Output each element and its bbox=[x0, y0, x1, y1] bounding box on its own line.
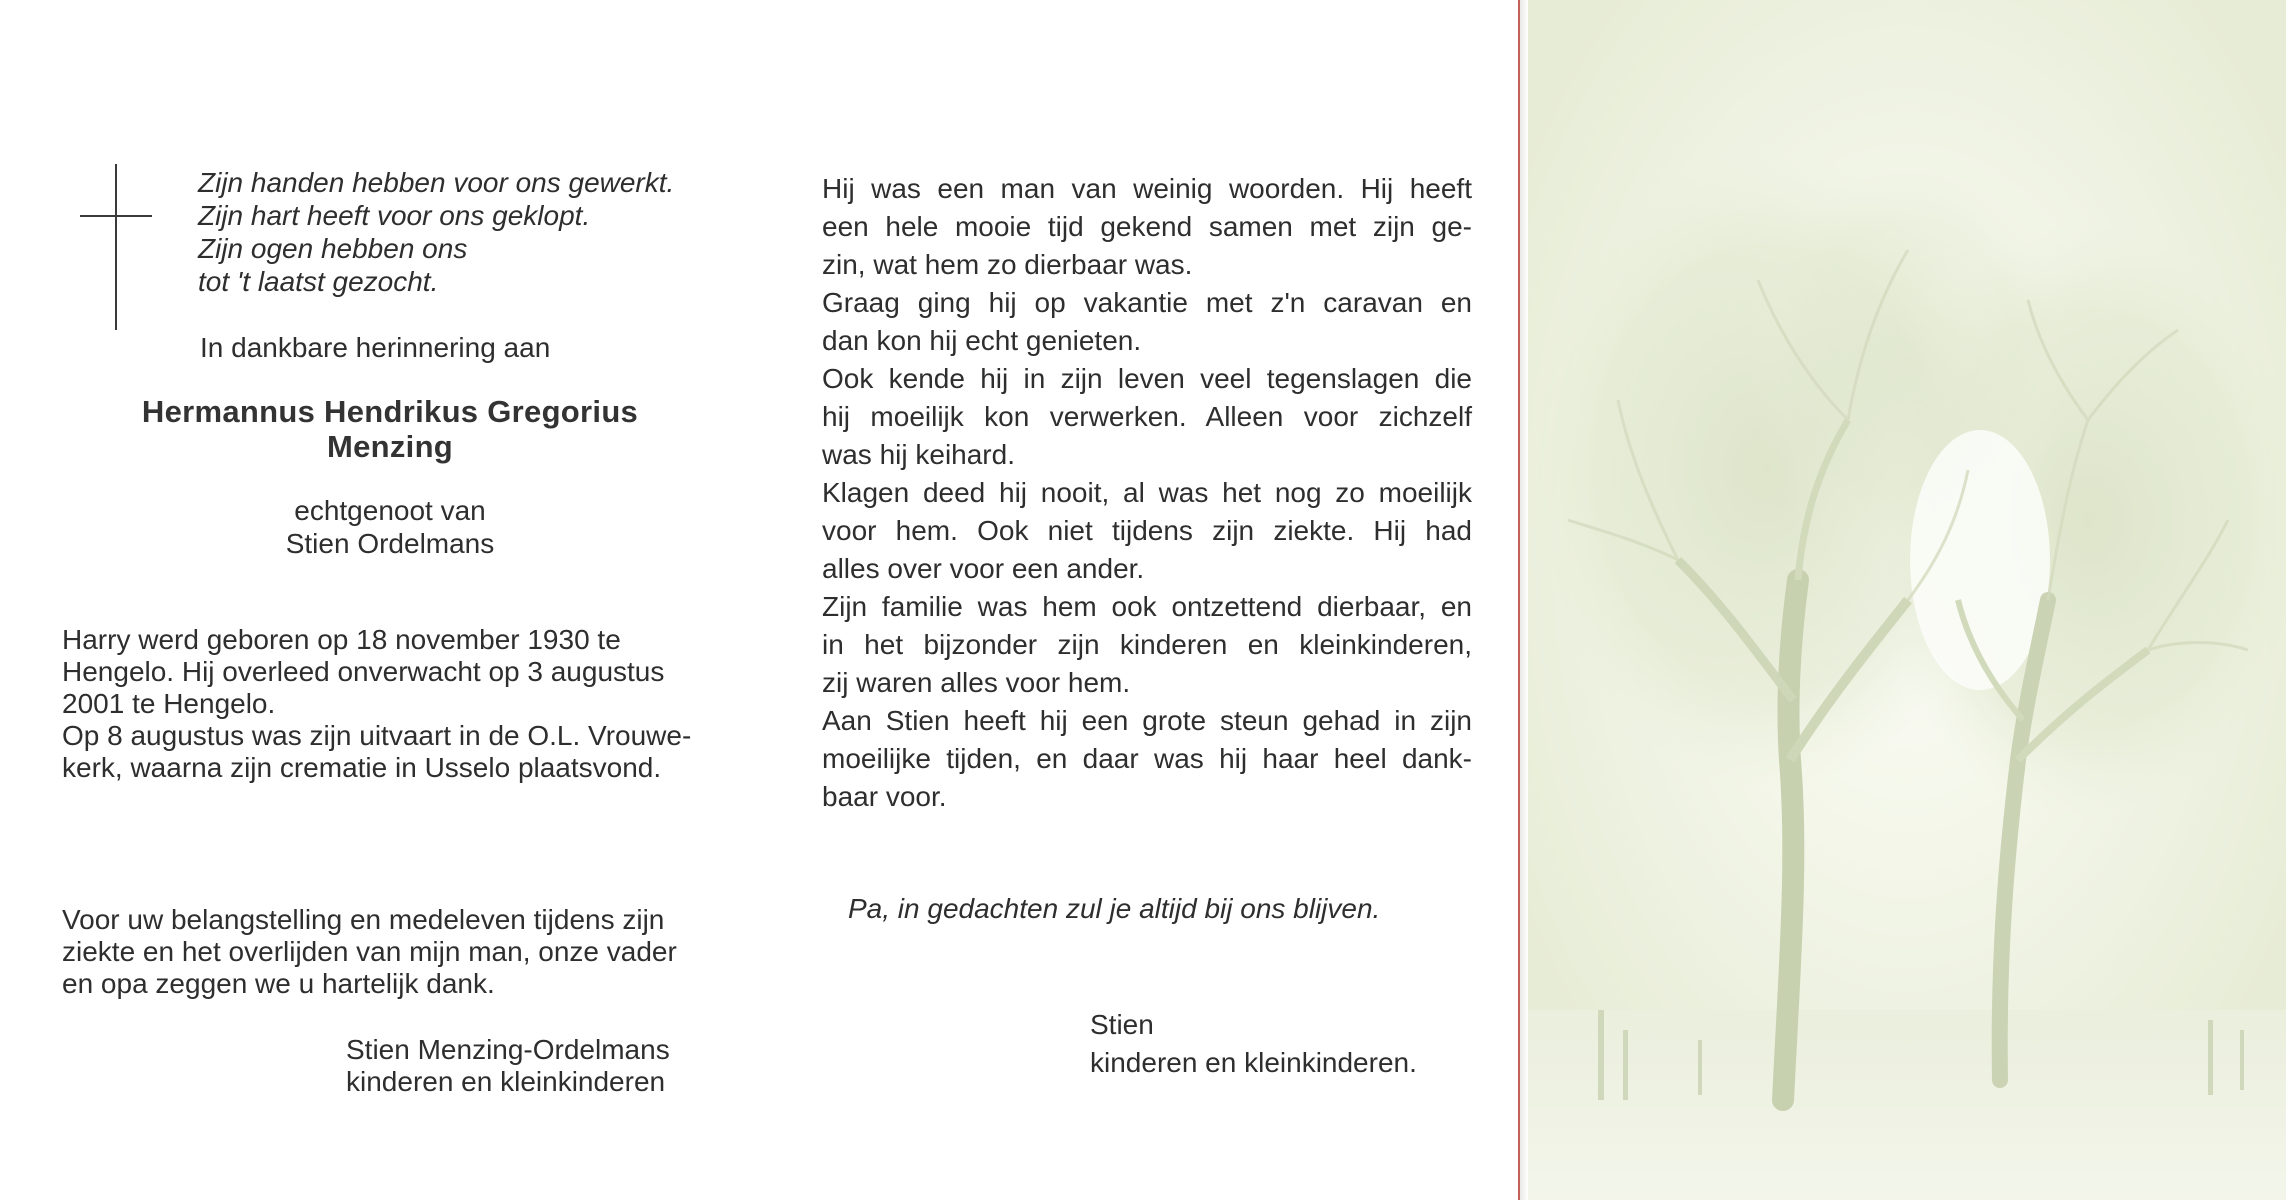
tribute-line: alles over voor een ander. bbox=[822, 553, 1145, 584]
spouse-name: Stien Ordelmans bbox=[285, 528, 495, 559]
biography-line: 2001 te Hengelo. bbox=[62, 688, 276, 719]
cross-icon bbox=[80, 164, 152, 330]
fold-shadow bbox=[1520, 0, 1528, 1200]
tribute-line: een hele mooie tijd gekend samen met zijn ge- bbox=[822, 211, 1472, 242]
poem-line: Zijn ogen hebben ons bbox=[198, 233, 468, 264]
tribute-line: Klagen deed hij nooit, al was het nog zo moeilijk bbox=[822, 477, 1472, 508]
tribute-line: voor hem. Ook niet tijdens zijn ziekte. Hij had bbox=[822, 515, 1472, 546]
biography-line: Op 8 augustus was zijn uitvaart in de O.L. Vrouwe- bbox=[62, 720, 692, 751]
tribute-line: zin, wat hem zo dierbaar was. bbox=[822, 249, 1193, 280]
thanks-line: en opa zeggen we u hartelijk dank. bbox=[62, 968, 495, 999]
thanks-signature-line1: Stien Menzing-Ordelmans bbox=[346, 1034, 670, 1065]
frosted-trees-photo bbox=[1528, 0, 2286, 1200]
spouse-label: echtgenoot van bbox=[294, 495, 486, 526]
tribute-line: dan kon hij echt genieten. bbox=[822, 325, 1142, 356]
biography-line: Hengelo. Hij overleed onverwacht op 3 augustus bbox=[62, 656, 665, 687]
closing-quote: Pa, in gedachten zul je altijd bij ons blijven. bbox=[848, 893, 1381, 924]
tribute-line: zij waren alles voor hem. bbox=[822, 667, 1131, 698]
tribute-line: was hij keihard. bbox=[822, 439, 1015, 470]
poem bbox=[198, 166, 674, 298]
poem-line: tot 't laatst gezocht. bbox=[198, 266, 439, 297]
poem-line: Zijn hart heeft voor ons geklopt. bbox=[198, 200, 591, 231]
biography bbox=[62, 624, 722, 784]
thanks-signature-line2: kinderen en kleinkinderen bbox=[346, 1066, 666, 1097]
tribute-line: baar voor. bbox=[822, 781, 947, 812]
closing-signature-line1: Stien bbox=[1090, 1009, 1154, 1040]
biography-line: kerk, waarna zijn crematie in Usselo plaatsvond. bbox=[62, 752, 662, 783]
tribute-line: Graag ging hij op vakantie met z'n caravan en bbox=[822, 287, 1472, 318]
tribute-line: moeilijke tijden, en daar was hij haar heel dank- bbox=[822, 743, 1472, 774]
deceased-name-line2: Menzing bbox=[326, 429, 454, 464]
poem-line: Zijn handen hebben voor ons gewerkt. bbox=[198, 167, 675, 198]
biography-line: Harry werd geboren op 18 november 1930 te bbox=[62, 624, 621, 655]
tribute-line: Hij was een man van weinig woorden. Hij heeft bbox=[822, 173, 1472, 204]
tribute-line: Zijn familie was hem ook ontzettend dierbaar, en bbox=[822, 591, 1472, 622]
deceased-name-line1: Hermannus Hendrikus Gregorius bbox=[141, 394, 639, 429]
tribute-text bbox=[822, 170, 1472, 816]
thanks-text bbox=[62, 904, 722, 1000]
tribute-line: in het bijzonder zijn kinderen en kleinkinderen, bbox=[822, 629, 1472, 660]
tribute-line: Ook kende hij in zijn leven veel tegenslagen die bbox=[822, 363, 1472, 394]
thanks-line: ziekte en het overlijden van mijn man, onze vader bbox=[62, 936, 677, 967]
frosted-trees-image bbox=[1528, 0, 2286, 1200]
tribute-line: hij moeilijk kon verwerken. Alleen voor zichzelf bbox=[822, 401, 1472, 432]
remembrance-text: In dankbare herinnering aan bbox=[200, 332, 551, 363]
thanks-line: Voor uw belangstelling en medeleven tijdens zijn bbox=[62, 904, 665, 935]
tribute-line: Aan Stien heeft hij een grote steun gehad in zijn bbox=[822, 705, 1472, 736]
closing-signature-line2: kinderen en kleinkinderen. bbox=[1090, 1047, 1417, 1078]
